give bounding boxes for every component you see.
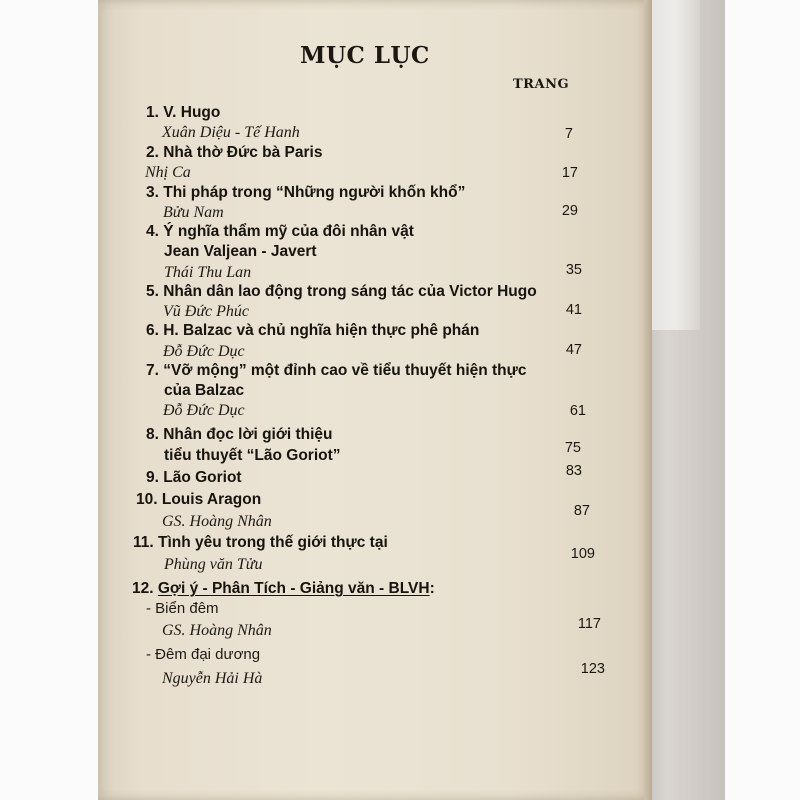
toc-subitem-1-page: 117 [577,616,601,632]
page-column-label: TRANG [513,77,570,92]
toc-entry-10-page: 87 [573,503,590,519]
toc-subitem-1-author: GS. Hoàng Nhân [162,622,272,639]
toc-entry-1-author: Xuân Diệu - Tế Hanh [162,124,300,141]
toc-entry-12-title: Gợi ý - Phân Tích - Giảng văn - BLVH [157,580,430,597]
toc-entry-4-title-line1: 4. Ý nghĩa thẩm mỹ của đôi nhân vật [146,223,414,240]
toc-entry-9-title: 9. Lão Goriot [146,469,242,486]
toc-entry-3-page: 29 [561,203,578,219]
toc-entry-1-title: 1. V. Hugo [146,104,221,121]
toc-entry-10-author: GS. Hoàng Nhân [162,513,272,530]
toc-entry-5-author: Vũ Đức Phúc [163,303,250,320]
toc-entry-3-author: Bửu Nam [163,204,224,221]
toc-entry-12-colon: : [429,580,435,597]
toc-entry-7-author: Đỗ Đức Dục [163,402,245,419]
toc-entry-3-title: 3. Thi pháp trong “Những người khốn khổ” [146,184,466,201]
toc-entry-4-title-line2: Jean Valjean - Javert [164,243,317,260]
toc-entry-8-title-line1: 8. Nhân đọc lời giới thiệu [146,426,333,443]
toc-entry-11-author: Phùng văn Tửu [164,556,263,573]
toc-entry-12-number: 12. [132,580,154,597]
toc-subitem-1-title: - Biển đêm [146,600,219,617]
toc-entry-6-page: 47 [565,342,582,358]
toc-entry-6-title: 6. H. Balzac và chủ nghĩa hiện thực phê phán [146,322,480,339]
toc-subitem-2-page: 123 [580,661,605,677]
toc-entry-1-page: 7 [564,126,573,142]
toc-entry-2-title: 2. Nhà thờ Đức bà Paris [146,144,323,161]
toc-subitem-2-title: - Đêm đại dương [146,646,261,663]
toc-entry-11-page: 109 [570,546,595,562]
toc-entry-5-title: 5. Nhân dân lao động trong sáng tác của Victor Hugo [146,283,537,300]
toc-heading: MỤC LỤC [300,42,430,69]
toc-entry-11-title: 11. Tình yêu trong thế giới thực tại [133,534,388,551]
toc-entry-7-title-line2: của Balzac [164,382,245,399]
toc-entry-8-page: 75 [564,440,581,456]
toc-entry-4-page: 35 [565,262,582,278]
toc-entry-8-title-line2: tiểu thuyết “Lão Goriot” [164,447,341,464]
toc-entry-6-author: Đỗ Đức Dục [163,343,245,360]
toc-entry-10-title: 10. Louis Aragon [136,491,262,508]
toc-entry-2-author: Nhị Ca [145,164,191,181]
toc-entry-4-author: Thái Thu Lan [164,264,252,281]
toc-entry-9-page: 83 [565,463,582,479]
toc-subitem-2-author: Nguyễn Hải Hà [162,670,263,687]
page-edge [644,0,652,800]
toc-entry-5-page: 41 [565,302,582,318]
toc-entry-12-heading [132,580,435,598]
toc-entry-2-page: 17 [561,165,578,181]
toc-entry-7-page: 61 [569,403,586,419]
toc-entry-7-title-line1: 7. “Vỡ mộng” một đỉnh cao về tiểu thuyết hiện thực [146,362,527,379]
